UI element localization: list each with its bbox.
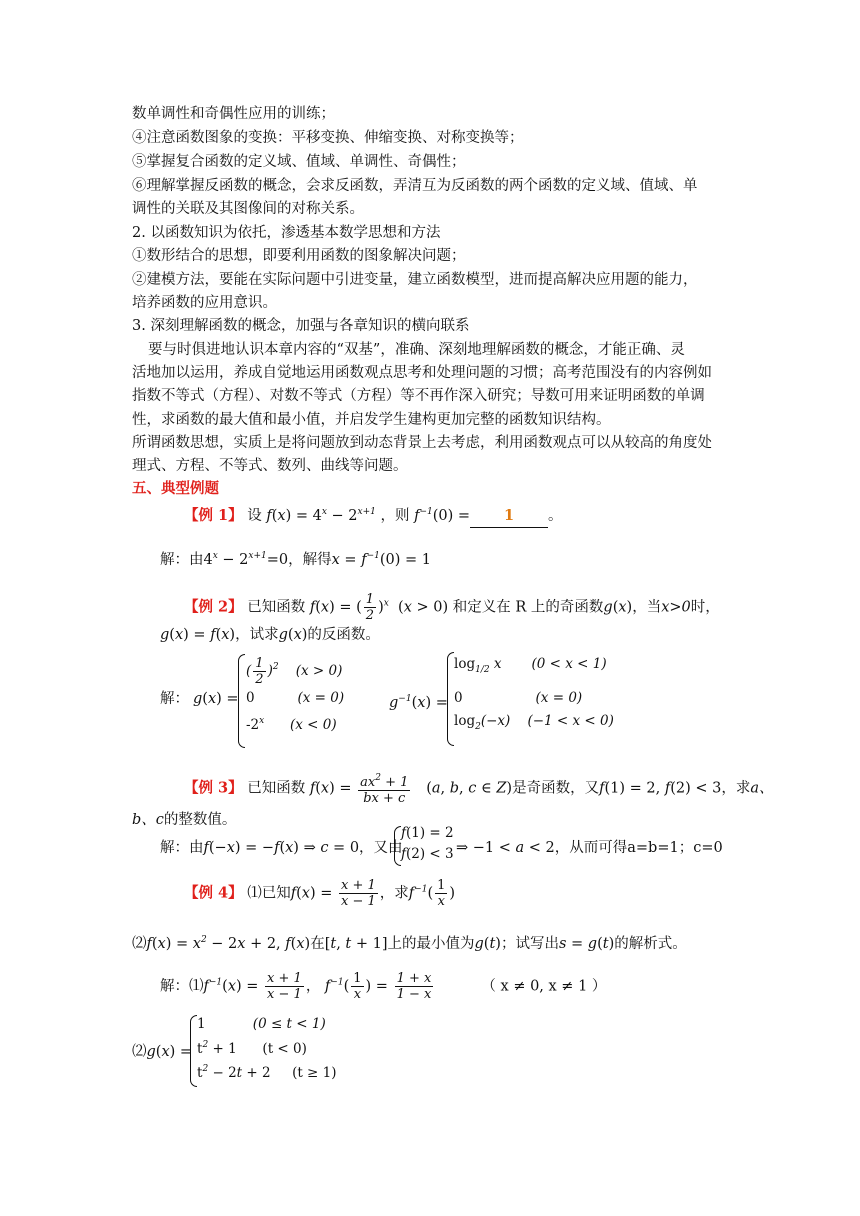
system-equation: f(1) = 2 bbox=[401, 825, 454, 841]
section-title: 五、典型例题 bbox=[132, 480, 219, 497]
system-brace bbox=[394, 826, 401, 866]
paragraph-line: 要与时俱进地认识本章内容的“双基”，准确、深刻地理解函数的概念，才能正确、灵 bbox=[148, 342, 685, 358]
piecewise-case: $t^2 + 1$ (t < 0) bbox=[197, 1040, 307, 1057]
piecewise-case: $t^2 - 2t + 2$ (t ≥ 1) bbox=[197, 1064, 337, 1081]
piecewise-case: 0 (x = 0) bbox=[454, 690, 583, 706]
text-line: ⑥理解掌握反函数的概念，会求反函数，弄清互为反函数的两个函数的定义域、值域、单 bbox=[132, 178, 698, 194]
piecewise-case: 1 (0 ≤ t < 1) bbox=[197, 1016, 326, 1032]
piecewise-case: ( $\frac{1}{2}$ )$^2$ (x > 0) bbox=[246, 656, 343, 687]
example-2-question-cont: g(x) = f(x)，试求g(x)的反函数。 bbox=[160, 627, 380, 643]
example-4-question-2: ⑵f(x) = $x^2 - 2x + 2$, f(x)在[t, t + 1]上的最小值为g(t)；试写出s = g(t)的解析式。 bbox=[132, 935, 687, 952]
example-4-solution-2-label: ⑵g(x) = bbox=[132, 1044, 193, 1060]
g-definition: g(x) = bbox=[193, 691, 239, 707]
answer-blank: 1 bbox=[470, 505, 548, 528]
section-heading: 2. 以函数知识为依托，渗透基本数学思想和方法 bbox=[132, 225, 441, 241]
piecewise-brace bbox=[238, 654, 245, 748]
text-line: 数单调性和奇偶性应用的训练； bbox=[132, 106, 335, 122]
text-line: 调性的关联及其图像间的对称关系。 bbox=[132, 201, 364, 217]
example-3-solution: 解：由f(−x) = −f(x) ⇒ c = 0，又由 bbox=[160, 840, 403, 856]
paragraph-line: 所谓函数思想，实质上是将问题放到动态背景上去考虑，利用函数观点可以从较高的角度处 bbox=[132, 435, 712, 451]
piecewise-case: $\log_2(-x)$ (−1 < x < 0) bbox=[454, 713, 614, 732]
example-4-solution-1: 解：$⑴f^{-1}(x)$ = $\frac{x + 1}{x - 1}$ ， $f^{-1}$( $\frac{1}{x}$ ) = $\frac{1 + x}{1 - x}$ （ x ≠ 0, x ≠ 1 ） bbox=[160, 971, 607, 1002]
paragraph-line: 性，求函数的最大值和最小值，并启发学生建构更加完整的函数知识结构。 bbox=[132, 412, 611, 428]
solution-label: 解： bbox=[160, 691, 189, 707]
paragraph-line: 理式、方程、不等式、数列、曲线等问题。 bbox=[132, 458, 408, 474]
text-line: ②建模方法，要能在实际问题中引进变量，建立函数模型，进而提高解决应用题的能力， bbox=[132, 272, 698, 288]
example-3-question: 【例 3】 已知函数 f(x) = $\frac{ax^2 + 1}{bx + c}$ (a, b, c ∈ Z)是奇函数，又f(1) = 2, f(2) < 3，求a、 bbox=[184, 773, 774, 806]
text-line: ①数形结合的思想，即要利用函数的图象解决问题； bbox=[132, 248, 466, 264]
piecewise-case: -2$^x$ (x < 0) bbox=[246, 716, 337, 733]
example-tag: 【例 1】 bbox=[184, 507, 243, 524]
paragraph-line: 活地加以运用，养成自觉地运用函数观点思考和处理问题的习惯；高考范围没有的内容例如 bbox=[132, 365, 712, 381]
text-line: ⑤掌握复合函数的定义域、值域、单调性、奇偶性； bbox=[132, 154, 466, 170]
example-2-question: 【例 2】 已知函数 f(x) = ( $\frac{1}{2}$ )$^x$ (x > 0) 和定义在 R 上的奇函数g(x)，当x>0时， bbox=[184, 592, 720, 623]
piecewise-case: $\log_{1/2} x$ (0 < x < 1) bbox=[454, 656, 607, 675]
text-line: 培养函数的应用意识。 bbox=[132, 295, 277, 311]
piecewise-brace bbox=[190, 1015, 197, 1087]
g-inverse-definition: $g^{-1}(x)$ = bbox=[389, 694, 448, 711]
text-line: ④注意函数图象的变换：平移变换、伸缩变换、对称变换等； bbox=[132, 130, 524, 146]
system-equation: f(2) < 3 bbox=[401, 846, 454, 862]
example-3-solution-result: ⇒ −1 < a < 2，从而可得a=b=1；c=0 bbox=[456, 840, 723, 856]
piecewise-brace bbox=[447, 652, 454, 746]
section-heading: 3. 深刻理解函数的概念，加强与各章知识的横向联系 bbox=[132, 318, 470, 334]
example-4-question: 【例 4】 ⑴已知f(x) = $\frac{x + 1}{x - 1}$ ，求$f^{-1}$( $\frac{1}{x}$ ) bbox=[184, 878, 456, 909]
paragraph-line: 指数不等式（方程）、对数不等式（方程）等不再作深入研究；导数可用来证明函数的单调 bbox=[132, 388, 705, 404]
example-1-question: 【例 1】 设 $f(x) = 4^x - 2^{x+1}$ ，则 $f^{-1}(0) = 1$ 。 bbox=[184, 501, 563, 528]
piecewise-case: 0 (x = 0) bbox=[246, 690, 345, 706]
example-1-solution: 解：由$4^x - 2^{x+1}=0$，解得$x = f^{-1}(0) = 1$ bbox=[160, 551, 431, 568]
example-3-question-cont: b、c的整数值。 bbox=[132, 812, 237, 828]
